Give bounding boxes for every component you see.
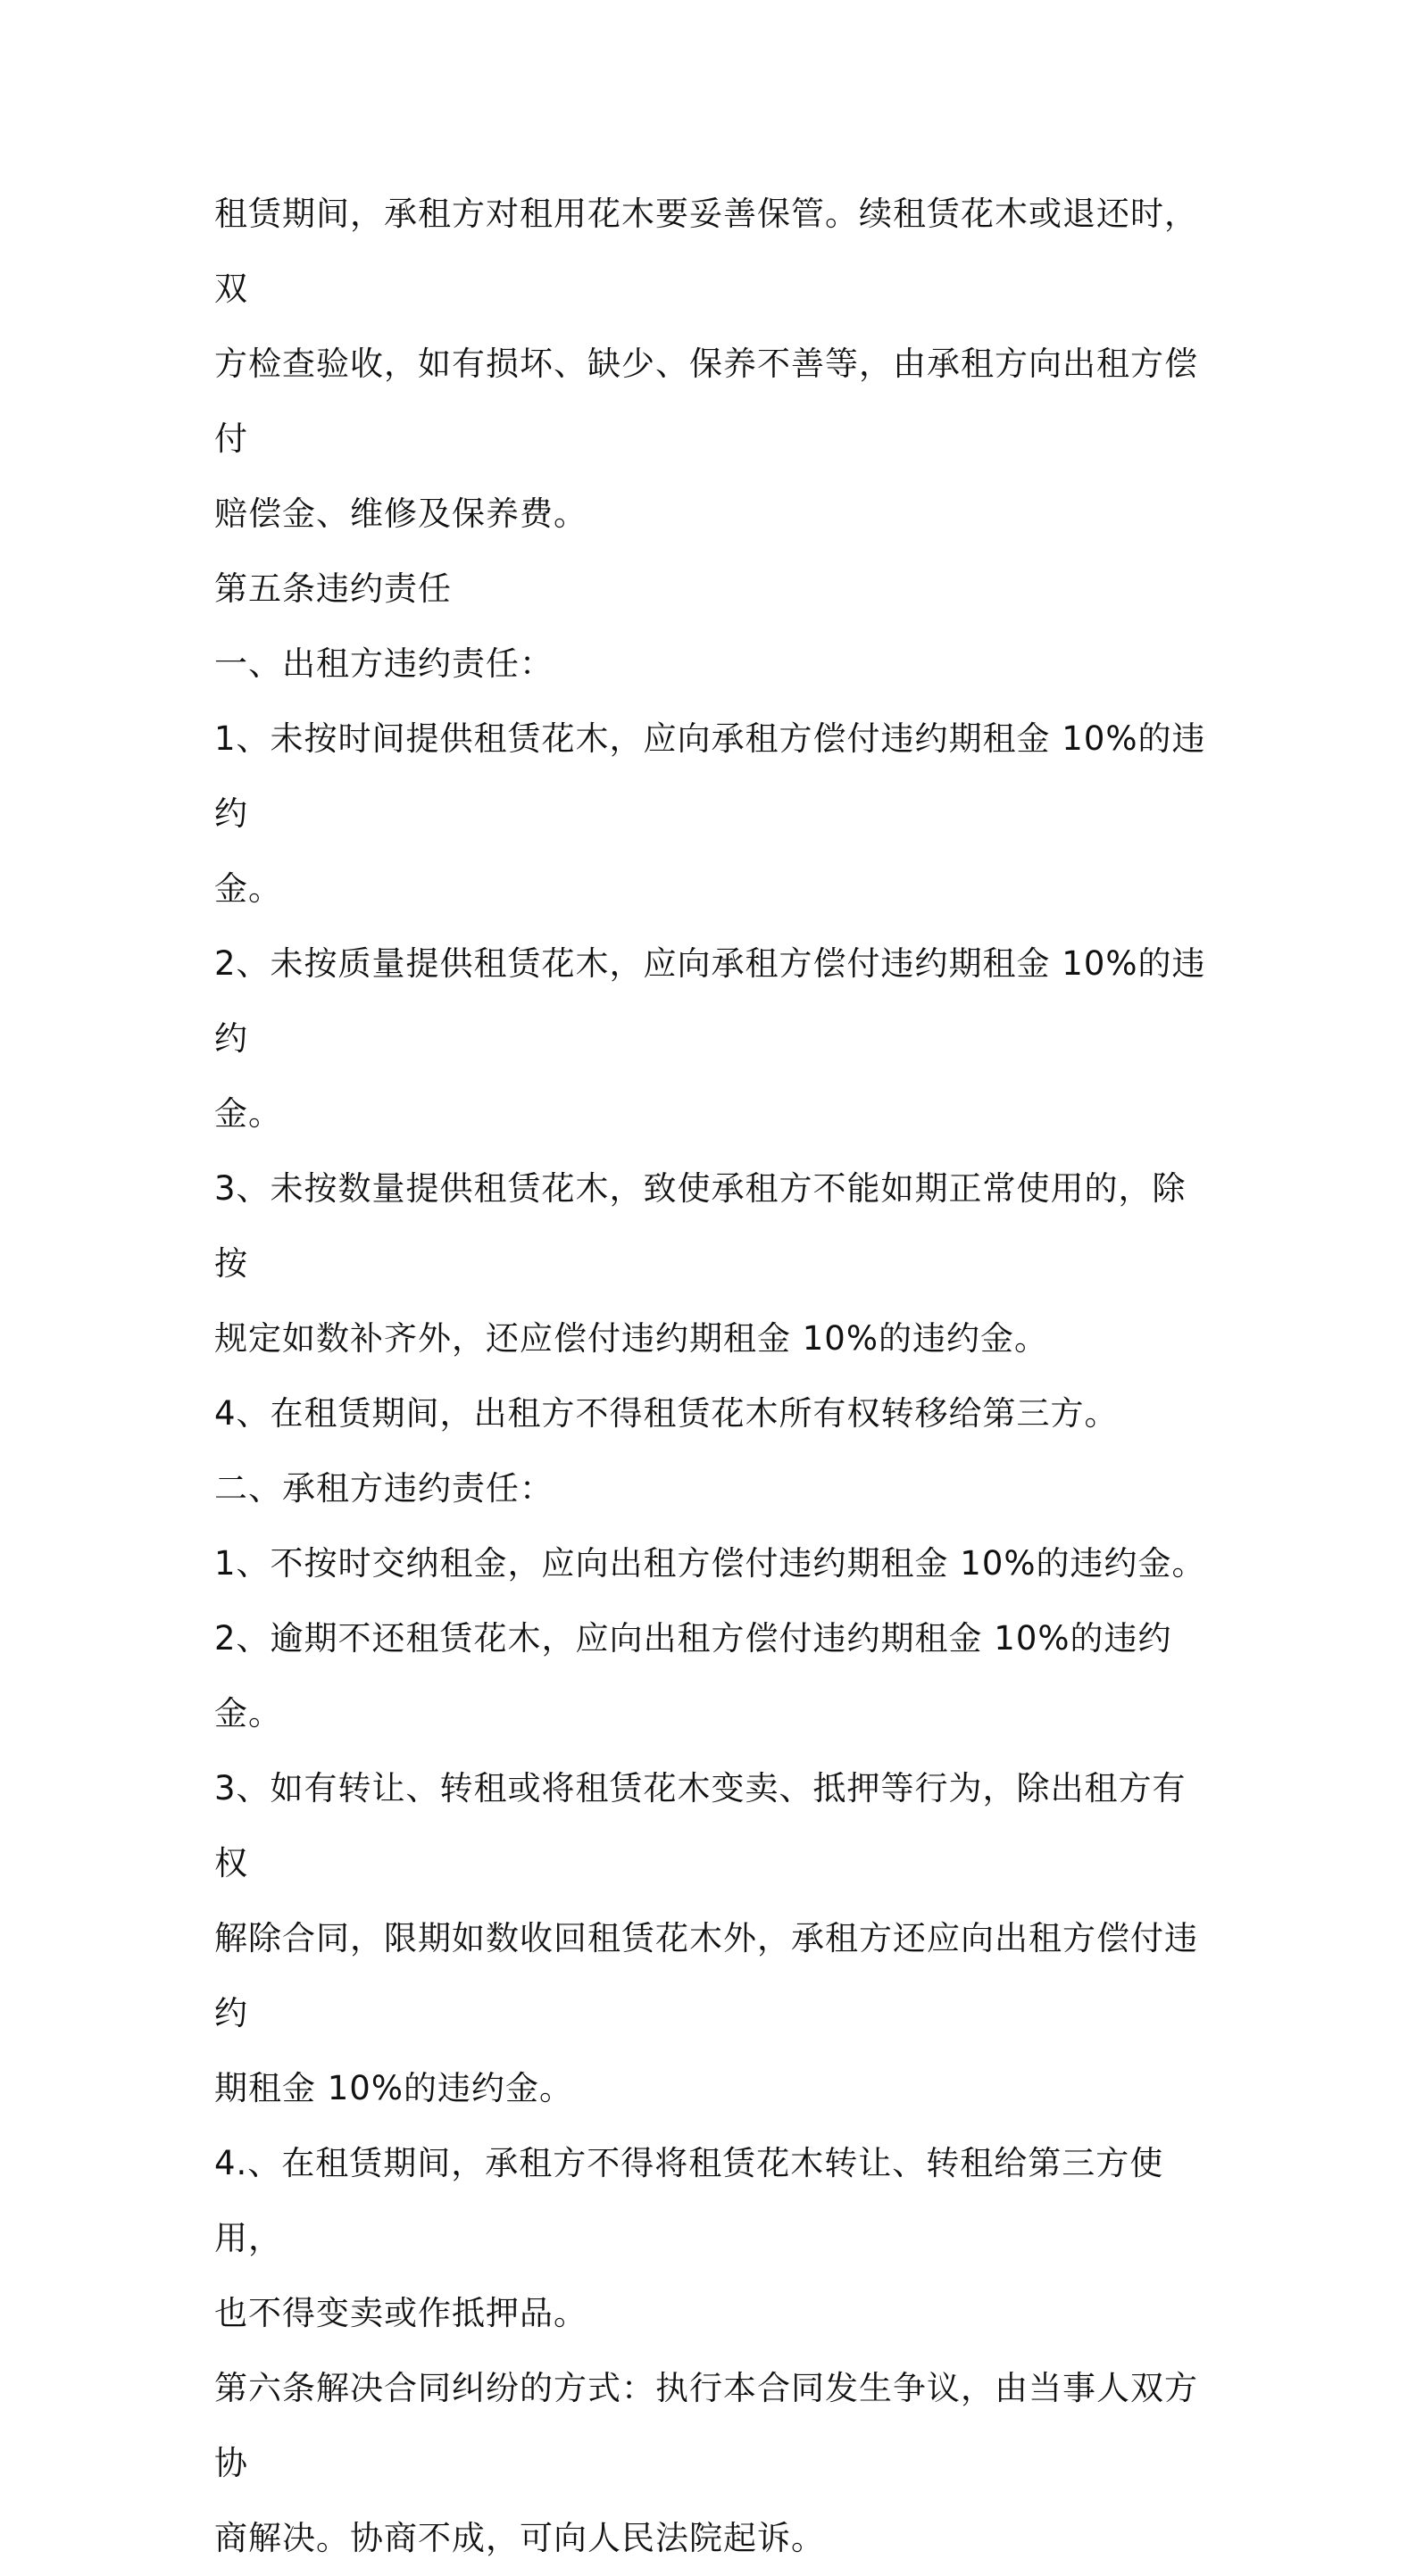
text-line: 3、如有转让、转租或将租赁花木变卖、抵押等行为，除出租方有权: [214, 1769, 1187, 1882]
text-line: 2、未按质量提供租赁花木，应向承租方偿付违约期租金 10%的违约: [214, 944, 1206, 1058]
text-line: 规定如数补齐外，还应偿付违约期租金 10%的违约金。: [214, 1319, 1048, 1358]
subheading-lessor-liability: 一、出租方违约责任：: [214, 644, 554, 683]
text-line: 2、逾期不还租赁花木，应向出租方偿付违约期租金 10%的违约金。: [214, 1619, 1172, 1733]
text-line: 4、在租赁期间，出租方不得租赁花木所有权转移给第三方。: [214, 1394, 1119, 1433]
text-line: 金。: [214, 869, 282, 908]
text-line: 租赁期间，承租方对租用花木要妥善保管。续租赁花木或退还时，双: [214, 195, 1198, 308]
text-line: 金。: [214, 1094, 282, 1133]
text-line: 方检查验收，如有损坏、缺少、保养不善等，由承租方向出租方偿付: [214, 345, 1198, 458]
text-line: 商解决。协商不成，可向人民法院起诉。: [214, 2519, 825, 2557]
subheading-lessee-liability: 二、承租方违约责任：: [214, 1469, 554, 1508]
text-line: 1、未按时间提供租赁花木，应向承租方偿付违约期租金 10%的违约: [214, 719, 1206, 833]
section-heading-article-5: 第五条违约责任: [214, 569, 452, 608]
section-heading-article-6: 第六条解决合同纠纷的方式：执行本合同发生争议，由当事人双方协: [214, 2369, 1198, 2482]
text-line: 期租金 10%的违约金。: [214, 2069, 573, 2107]
text-line: 也不得变卖或作抵押品。: [214, 2294, 587, 2332]
text-line: 1、不按时交纳租金，应向出租方偿付违约期租金 10%的违约金。: [214, 1544, 1206, 1583]
text-line: 赔偿金、维修及保养费。: [214, 494, 587, 533]
text-line: 解除合同，限期如数收回租赁花木外，承租方还应向出租方偿付违约: [214, 1919, 1198, 2032]
text-line: 4.、在租赁期间，承租方不得将租赁花木转让、转租给第三方使用，: [214, 2144, 1164, 2257]
document-body: [214, 177, 1216, 2576]
text-line: 3、未按数量提供租赁花木，致使承租方不能如期正常使用的，除按: [214, 1169, 1187, 1283]
